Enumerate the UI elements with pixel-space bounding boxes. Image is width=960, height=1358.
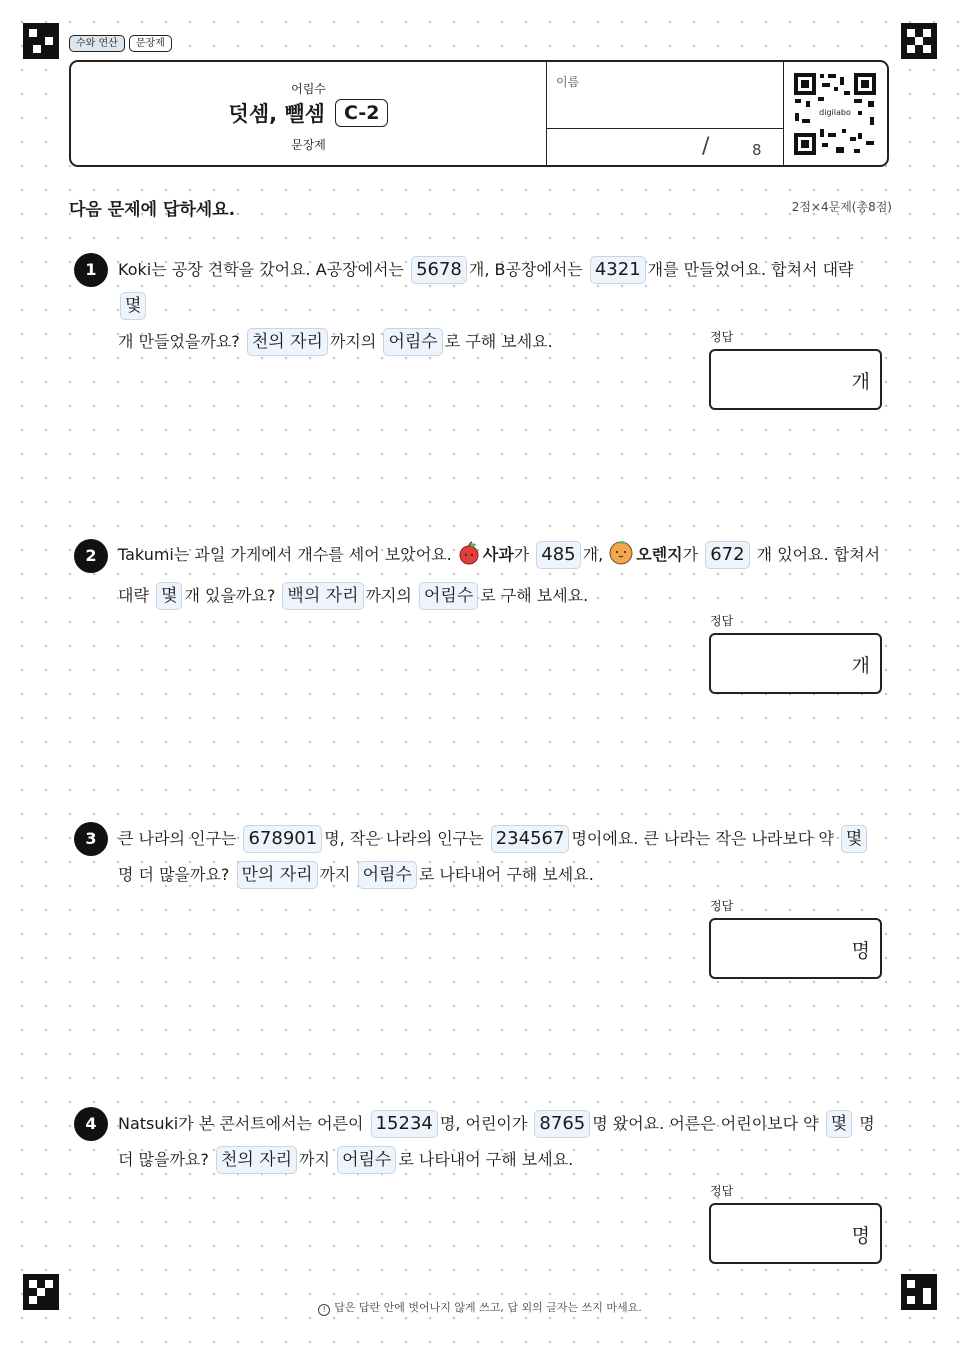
number-highlight: 672 xyxy=(705,541,749,569)
question-number: 4 xyxy=(74,1107,108,1141)
footer-text: 답은 답란 안에 벗어나지 않게 쓰고, 답 외의 글자는 쓰지 마세요. xyxy=(334,1301,642,1314)
text-segment: 로 구해 보세요. xyxy=(444,332,553,351)
question-4-text xyxy=(118,1106,888,1178)
answer-box[interactable] xyxy=(709,1203,882,1264)
text-segment: 큰 나라의 인구는 xyxy=(118,829,237,848)
name-field[interactable] xyxy=(547,62,783,128)
name-score-area xyxy=(546,62,784,165)
number-highlight: 4321 xyxy=(590,256,646,284)
keyword-highlight: 천의 자리 xyxy=(216,1146,297,1174)
answer-box[interactable] xyxy=(709,349,882,410)
text-segment: 명, 작은 나라의 인구는 xyxy=(324,829,484,848)
score-total: 8 xyxy=(752,141,762,159)
text-segment: 로 나타내어 구해 보세요. xyxy=(418,865,594,884)
apple-icon xyxy=(457,541,481,578)
keyword-highlight: 몇 xyxy=(120,292,146,320)
keyword-highlight: 어림수 xyxy=(383,328,442,356)
answer-unit: 명 xyxy=(851,940,870,962)
text-segment: 명 더 많을까요? xyxy=(118,865,230,884)
instruction-text: 다음 문제에 답하세요. xyxy=(69,200,236,220)
text-segment: Takumi는 과일 가게에서 개수를 세어 보았어요. xyxy=(118,545,452,564)
keyword-highlight: 몇 xyxy=(841,825,867,853)
tag-word-problem: 문장제 xyxy=(129,35,172,52)
score-info: 2점×4문제(총8점) xyxy=(791,200,892,214)
footer-note xyxy=(0,1299,960,1316)
number-highlight: 234567 xyxy=(491,825,570,853)
text-segment: 개 있어요. 합쳐서 대략 xyxy=(118,545,881,605)
keyword-highlight: 몇 xyxy=(156,582,182,610)
answer-box[interactable] xyxy=(709,633,882,694)
text-segment: 가 xyxy=(513,545,530,564)
text-segment: 명이에요. 큰 나라는 작은 나라보다 약 xyxy=(571,829,834,848)
question-number: 2 xyxy=(74,539,108,573)
keyword-highlight: 천의 자리 xyxy=(247,328,328,356)
worksheet-code: C-2 xyxy=(335,99,389,127)
keyword-highlight: 백의 자리 xyxy=(282,582,363,610)
text-segment: 가 xyxy=(682,545,699,564)
text-segment: 까지의 xyxy=(329,332,377,351)
number-highlight: 678901 xyxy=(243,825,322,853)
header-subtitle-bottom: 문장제 xyxy=(291,138,326,152)
corner-marker-top-right xyxy=(901,23,937,59)
text-segment: 로 나타내어 구해 보세요. xyxy=(398,1150,574,1169)
keyword-highlight: 어림수 xyxy=(337,1146,396,1174)
text-segment: 개, B공장에서는 xyxy=(468,260,583,279)
answer-unit: 명 xyxy=(851,1225,870,1247)
keyword-highlight: 몇 xyxy=(826,1110,852,1138)
fruit-label-orange: 오렌지 xyxy=(636,545,683,564)
info-icon: ! xyxy=(318,1304,330,1316)
orange-icon xyxy=(608,539,634,578)
score-slash: / xyxy=(702,134,710,159)
number-highlight: 15234 xyxy=(371,1110,438,1138)
qr-code-text: digilabo xyxy=(819,108,851,117)
answer-unit: 개 xyxy=(851,371,870,393)
text-segment: 까지의 xyxy=(365,586,412,605)
text-segment: 개를 만들었어요. 합쳐서 대략 xyxy=(647,260,854,279)
keyword-highlight: 어림수 xyxy=(358,861,417,889)
question-1-text xyxy=(118,252,888,360)
question-3-text xyxy=(118,821,888,893)
answer-label: 정답 xyxy=(710,1184,734,1198)
text-segment: 명 더 많을까요? xyxy=(118,1114,875,1169)
header-title-area xyxy=(71,62,546,165)
answer-label: 정답 xyxy=(710,614,734,628)
text-segment: 로 구해 보세요. xyxy=(480,586,589,605)
question-number: 1 xyxy=(74,253,108,287)
keyword-highlight: 만의 자리 xyxy=(237,861,318,889)
answer-label: 정답 xyxy=(710,899,734,913)
worksheet-header xyxy=(69,60,889,167)
question-2-text xyxy=(118,537,888,614)
tag-number-operations: 수와 연산 xyxy=(69,35,125,52)
number-highlight: 5678 xyxy=(411,256,467,284)
text-segment: 까지 xyxy=(299,1150,330,1169)
answer-box[interactable] xyxy=(709,918,882,979)
text-segment: 명 왔어요. 어른은 어린이보다 약 xyxy=(592,1114,819,1133)
number-highlight: 485 xyxy=(536,541,580,569)
corner-marker-top-left xyxy=(23,23,59,59)
text-segment: 개 만들었을까요? xyxy=(118,332,240,351)
text-segment: Natsuki가 본 콘서트에서는 어른이 xyxy=(118,1114,364,1133)
category-tags xyxy=(69,35,172,52)
answer-unit: 개 xyxy=(851,655,870,677)
name-label: 이름 xyxy=(556,75,580,89)
text-segment: 개 있을까요? xyxy=(184,586,276,605)
header-subtitle-top: 어림수 xyxy=(291,82,326,96)
text-segment: 까지 xyxy=(319,865,351,884)
number-highlight: 8765 xyxy=(534,1110,590,1138)
answer-label: 정답 xyxy=(710,330,734,344)
fruit-label-apple: 사과 xyxy=(482,545,514,564)
qr-code-icon xyxy=(792,71,878,157)
score-divider xyxy=(547,128,783,129)
text-segment: Koki는 공장 견학을 갔어요. A공장에서는 xyxy=(118,260,404,279)
text-segment: 명, 어린이가 xyxy=(439,1114,528,1133)
worksheet-title: 덧셈, 뺄셈 xyxy=(228,102,325,126)
keyword-highlight: 어림수 xyxy=(419,582,478,610)
text-segment: 개, xyxy=(582,545,604,564)
question-number: 3 xyxy=(74,822,108,856)
